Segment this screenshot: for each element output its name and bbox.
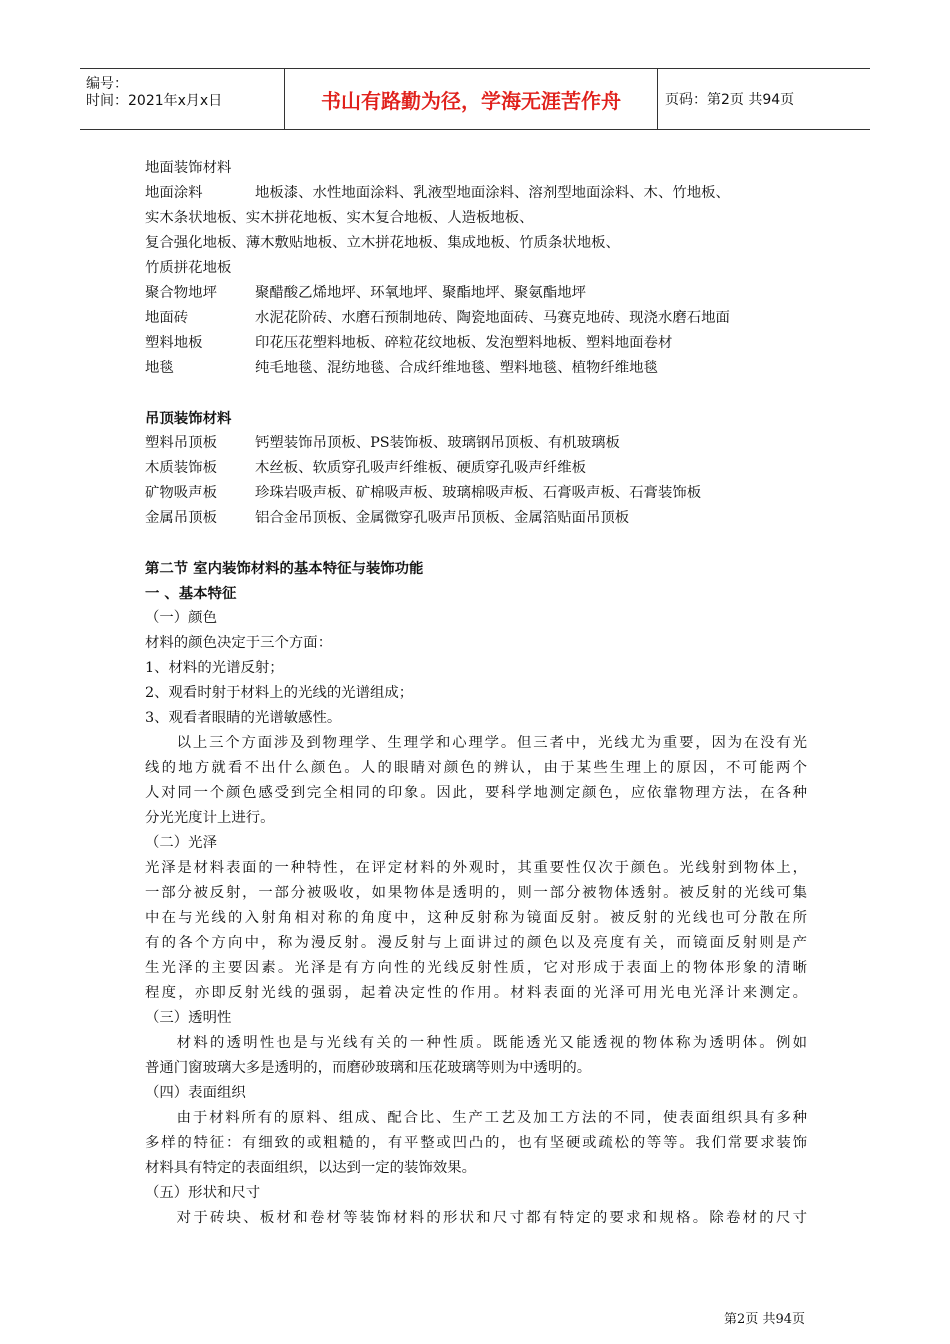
row-key: 地面涂料 bbox=[145, 185, 203, 201]
floor-wood-line-2: 复合强化地板、薄木敷贴地板、立木拼花地板、集成地板、竹质条状地板、 bbox=[145, 235, 620, 251]
ceiling-row bbox=[145, 481, 807, 506]
color-paragraph-line: 分光光度计上进行。 bbox=[145, 810, 275, 826]
surface-paragraph-line: 多样的特征：有细致的或粗糙的，有平整或凹凸的，也有坚硬或疏松的等等。我们常要求装饰 bbox=[145, 1135, 807, 1151]
page-footer: 第2页 共94页 bbox=[724, 1312, 805, 1327]
row-key: 塑料地板 bbox=[145, 335, 203, 351]
floor-row bbox=[145, 356, 807, 381]
row-value: 珍珠岩吸声板、矿棉吸声板、玻璃棉吸声板、石膏吸声板、石膏装饰板 bbox=[255, 485, 702, 501]
subsection-title: 一 、基本特征 bbox=[145, 585, 237, 602]
color-paragraph-line: 人对同一个颜色感受到完全相同的印象。因此，要科学地测定颜色，应依靠物理方法，在各种 bbox=[145, 785, 807, 801]
document-body bbox=[145, 156, 807, 1231]
time-label: 时间：2021年x月x日 bbox=[86, 93, 223, 109]
row-value: 地板漆、水性地面涂料、乳液型地面涂料、溶剂型地面涂料、木、竹地板、 bbox=[255, 185, 730, 201]
row-value: 印花压花塑料地板、碎粒花纹地板、发泡塑料地板、塑料地面卷材 bbox=[255, 335, 673, 351]
surface-heading: （四）表面组织 bbox=[145, 1085, 246, 1101]
row-key: 矿物吸声板 bbox=[145, 485, 217, 501]
color-paragraph-line: 线的地方就看不出什么颜色。人的眼睛对颜色的辨认，由于某些生理上的原因，不可能两个 bbox=[145, 760, 807, 776]
gloss-paragraph-line: 生光泽的主要因素。光泽是有方向性的光线反射性质，它对形成于表面上的物体形象的清晰 bbox=[145, 960, 807, 976]
row-value: 钙塑装饰吊顶板、PS装饰板、玻璃钢吊顶板、有机玻璃板 bbox=[255, 435, 620, 451]
floor-wood-line-3: 竹质拼花地板 bbox=[145, 260, 232, 276]
ceiling-row bbox=[145, 456, 807, 481]
header-motto: 书山有路勤为径，学海无涯苦作舟 bbox=[284, 69, 658, 129]
row-value: 水泥花阶砖、水磨石预制地砖、陶瓷地面砖、马赛克地砖、现浇水磨石地面 bbox=[255, 310, 730, 326]
color-line: 2、观看时射于材料上的光线的光谱组成； bbox=[145, 685, 414, 701]
ceiling-title: 吊顶装饰材料 bbox=[145, 410, 232, 427]
color-paragraph-line: 以上三个方面涉及到物理学、生理学和心理学。但三者中，光线尤为重要，因为在没有光 bbox=[176, 735, 807, 751]
row-value: 纯毛地毯、混纺地毯、合成纤维地毯、塑料地毯、植物纤维地毯 bbox=[255, 360, 658, 376]
surface-paragraph-line: 材料具有特定的表面组织，以达到一定的装饰效果。 bbox=[145, 1160, 476, 1176]
gloss-paragraph-line: 有的各个方向中，称为漫反射。漫反射与上面讲过的颜色以及亮度有关，而镜面反射则是产 bbox=[145, 935, 807, 951]
row-value: 聚醋酸乙烯地坪、环氧地坪、聚酯地坪、聚氨酯地坪 bbox=[255, 285, 586, 301]
floor-row bbox=[145, 281, 807, 306]
gloss-paragraph-line: 中在与光线的入射角相对称的角度中，这种反射称为镜面反射。被反射的光线也可分散在所 bbox=[145, 910, 807, 926]
row-value: 木丝板、软质穿孔吸声纤维板、硬质穿孔吸声纤维板 bbox=[255, 460, 586, 476]
row-key: 聚合物地坪 bbox=[145, 285, 217, 301]
row-key: 金属吊顶板 bbox=[145, 510, 217, 526]
ceiling-row bbox=[145, 431, 807, 456]
color-line: 3、观看者眼睛的光谱敏感性。 bbox=[145, 710, 342, 726]
surface-paragraph-line: 由于材料所有的原料、组成、配合比、生产工艺及加工方法的不同，使表面组织具有多种 bbox=[176, 1110, 807, 1126]
shape-paragraph-line: 对于砖块、板材和卷材等装饰材料的形状和尺寸都有特定的要求和规格。除卷材的尺寸 bbox=[176, 1210, 807, 1226]
gloss-paragraph-line: 一部分被反射，一部分被吸收，如果物体是透明的，则一部分被物体透射。被反射的光线可集 bbox=[145, 885, 807, 901]
color-line: 1、材料的光谱反射； bbox=[145, 660, 284, 676]
ceiling-row bbox=[145, 506, 807, 531]
floor-row-coating bbox=[145, 181, 807, 206]
transparency-paragraph-line: 材料的透明性也是与光线有关的一种性质。既能透光又能透视的物体称为透明体。例如 bbox=[176, 1035, 807, 1051]
gloss-heading: （二）光泽 bbox=[145, 835, 217, 851]
header-page-label: 页码：第2页 共94页 bbox=[665, 92, 795, 108]
number-label: 编号： bbox=[86, 76, 128, 92]
transparency-paragraph-line: 普通门窗玻璃大多是透明的，而磨砂玻璃和压花玻璃等则为中透明的。 bbox=[145, 1060, 592, 1076]
row-key: 地毯 bbox=[145, 360, 174, 376]
floor-row bbox=[145, 331, 807, 356]
color-line: 材料的颜色决定于三个方面： bbox=[145, 635, 333, 651]
gloss-paragraph-line: 程度，亦即反射光线的强弱，起着决定性的作用。材料表面的光泽可用光电光泽计来测定。 bbox=[145, 985, 807, 1001]
gloss-paragraph-line: 光泽是材料表面的一种特性，在评定材料的外观时，其重要性仅次于颜色。光线射到物体上， bbox=[145, 860, 807, 876]
section-title: 第二节 室内装饰材料的基本特征与装饰功能 bbox=[145, 560, 424, 577]
shape-heading: （五）形状和尺寸 bbox=[145, 1185, 261, 1201]
row-key: 塑料吊顶板 bbox=[145, 435, 217, 451]
floor-title: 地面装饰材料 bbox=[145, 160, 232, 176]
floor-wood-line-1: 实木条状地板、实木拼花地板、实木复合地板、人造板地板、 bbox=[145, 210, 534, 226]
page-header bbox=[80, 68, 870, 130]
floor-row bbox=[145, 306, 807, 331]
row-value: 铝合金吊顶板、金属微穿孔吸声吊顶板、金属箔贴面吊顶板 bbox=[255, 510, 630, 526]
color-heading: （一）颜色 bbox=[145, 610, 217, 626]
spacer bbox=[145, 381, 807, 406]
spacer bbox=[145, 531, 807, 556]
transparency-heading: （三）透明性 bbox=[145, 1010, 232, 1026]
header-meta bbox=[80, 69, 284, 129]
row-key: 地面砖 bbox=[145, 310, 189, 326]
row-key: 木质装饰板 bbox=[145, 460, 217, 476]
